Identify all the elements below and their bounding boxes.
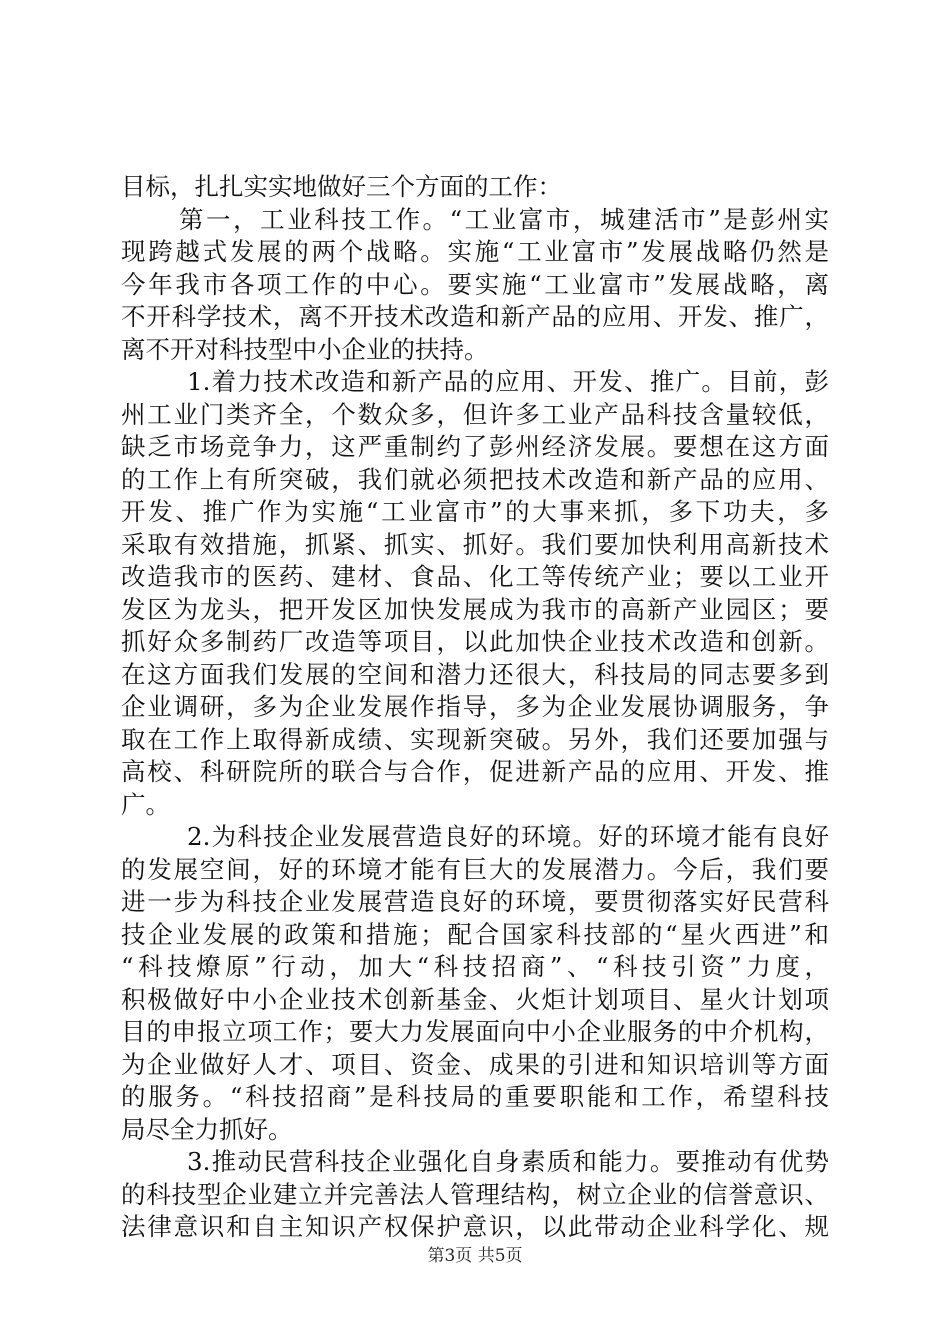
text-line: 州工业门类齐全，个数众多，但许多工业产品科技含量较低，: [121, 399, 829, 429]
text-line: 离不开对科技型中小企业的扶持。: [121, 334, 489, 364]
page-footer: [0, 1244, 950, 1268]
text-line: 缺乏市场竞争力，这严重制约了彭州经济发展。要想在这方面: [121, 432, 829, 461]
text-line: 2.为科技企业发展营造良好的环境。好的环境才能有良好: [187, 822, 829, 851]
text-line: 在这方面我们发展的空间和潜力还很大，科技局的同志要多到: [121, 659, 829, 689]
text-line: 法律意识和自主知识产权保护意识，以此带动企业科学化、规: [121, 1212, 829, 1241]
text-line: 不开科学技术，离不开技术改造和新产品的应用、开发、推广，: [121, 302, 829, 331]
text-line: 今年我市各项工作的中心。要实施“工业富市”发展战略，离: [121, 269, 829, 299]
text-line: 目标，扎扎实实地做好三个方面的工作：: [121, 172, 562, 201]
text-line: 为企业做好人才、项目、资金、成果的引进和知识培训等方面: [121, 1049, 829, 1079]
text-line: 的工作上有所突破，我们就必须把技术改造和新产品的应用、: [121, 464, 829, 494]
text-line: 的服务。“科技招商”是科技局的重要职能和工作，希望科技: [121, 1082, 829, 1111]
text-line: 采取有效措施，抓紧、抓实、抓好。我们要加快利用高新技术: [121, 529, 829, 559]
text-line: 技企业发展的政策和措施；配合国家科技部的“星火西进”和: [121, 919, 829, 949]
text-line: “科技燎原”行动，加大“科技招商”、“科技引资”力度，: [121, 952, 829, 981]
text-line: 改造我市的医药、建材、食品、化工等传统产业；要以工业开: [121, 562, 829, 591]
text-line: 进一步为科技企业发展营造良好的环境，要贯彻落实好民营科: [121, 887, 829, 916]
text-line: 第一，工业科技工作。“工业富市，城建活市”是彭州实: [179, 204, 829, 234]
text-line: 的科技型企业建立并完善法人管理结构，树立企业的信誉意识、: [121, 1179, 829, 1209]
text-line: 发区为龙头，把开发区加快发展成为我市的高新产业园区；要: [121, 594, 829, 624]
text-line: 1.着力技术改造和新产品的应用、开发、推广。目前，彭: [187, 367, 829, 396]
text-line: 3.推动民营科技企业强化自身素质和能力。要推动有优势: [187, 1147, 829, 1176]
text-line: 目的申报立项工作；要大力发展面向中小企业服务的中介机构，: [121, 1017, 829, 1046]
text-line: 取在工作上取得新成绩、实现新突破。另外，我们还要加强与: [121, 724, 829, 754]
text-line: 的发展空间，好的环境才能有巨大的发展潜力。今后，我们要: [121, 854, 829, 884]
text-line: 开发、推广作为实施“工业富市”的大事来抓，多下功夫，多: [121, 497, 829, 526]
text-line: 现跨越式发展的两个战略。实施“工业富市”发展战略仍然是: [121, 237, 829, 266]
text-line: 高校、科研院所的联合与合作，促进新产品的应用、开发、推: [121, 757, 829, 786]
text-line: 广。: [121, 789, 170, 819]
text-line: 局尽全力抓好。: [121, 1114, 293, 1144]
page-number: 第3页 共5页: [427, 1246, 523, 1266]
text-line: 积极做好中小企业技术创新基金、火炬计划项目、星火计划项: [121, 984, 829, 1014]
document-body: [121, 171, 829, 1244]
text-line: 抓好众多制药厂改造等项目，以此加快企业技术改造和创新。: [121, 627, 829, 656]
text-line: 企业调研，多为企业发展作指导，多为企业发展协调服务，争: [121, 692, 829, 721]
